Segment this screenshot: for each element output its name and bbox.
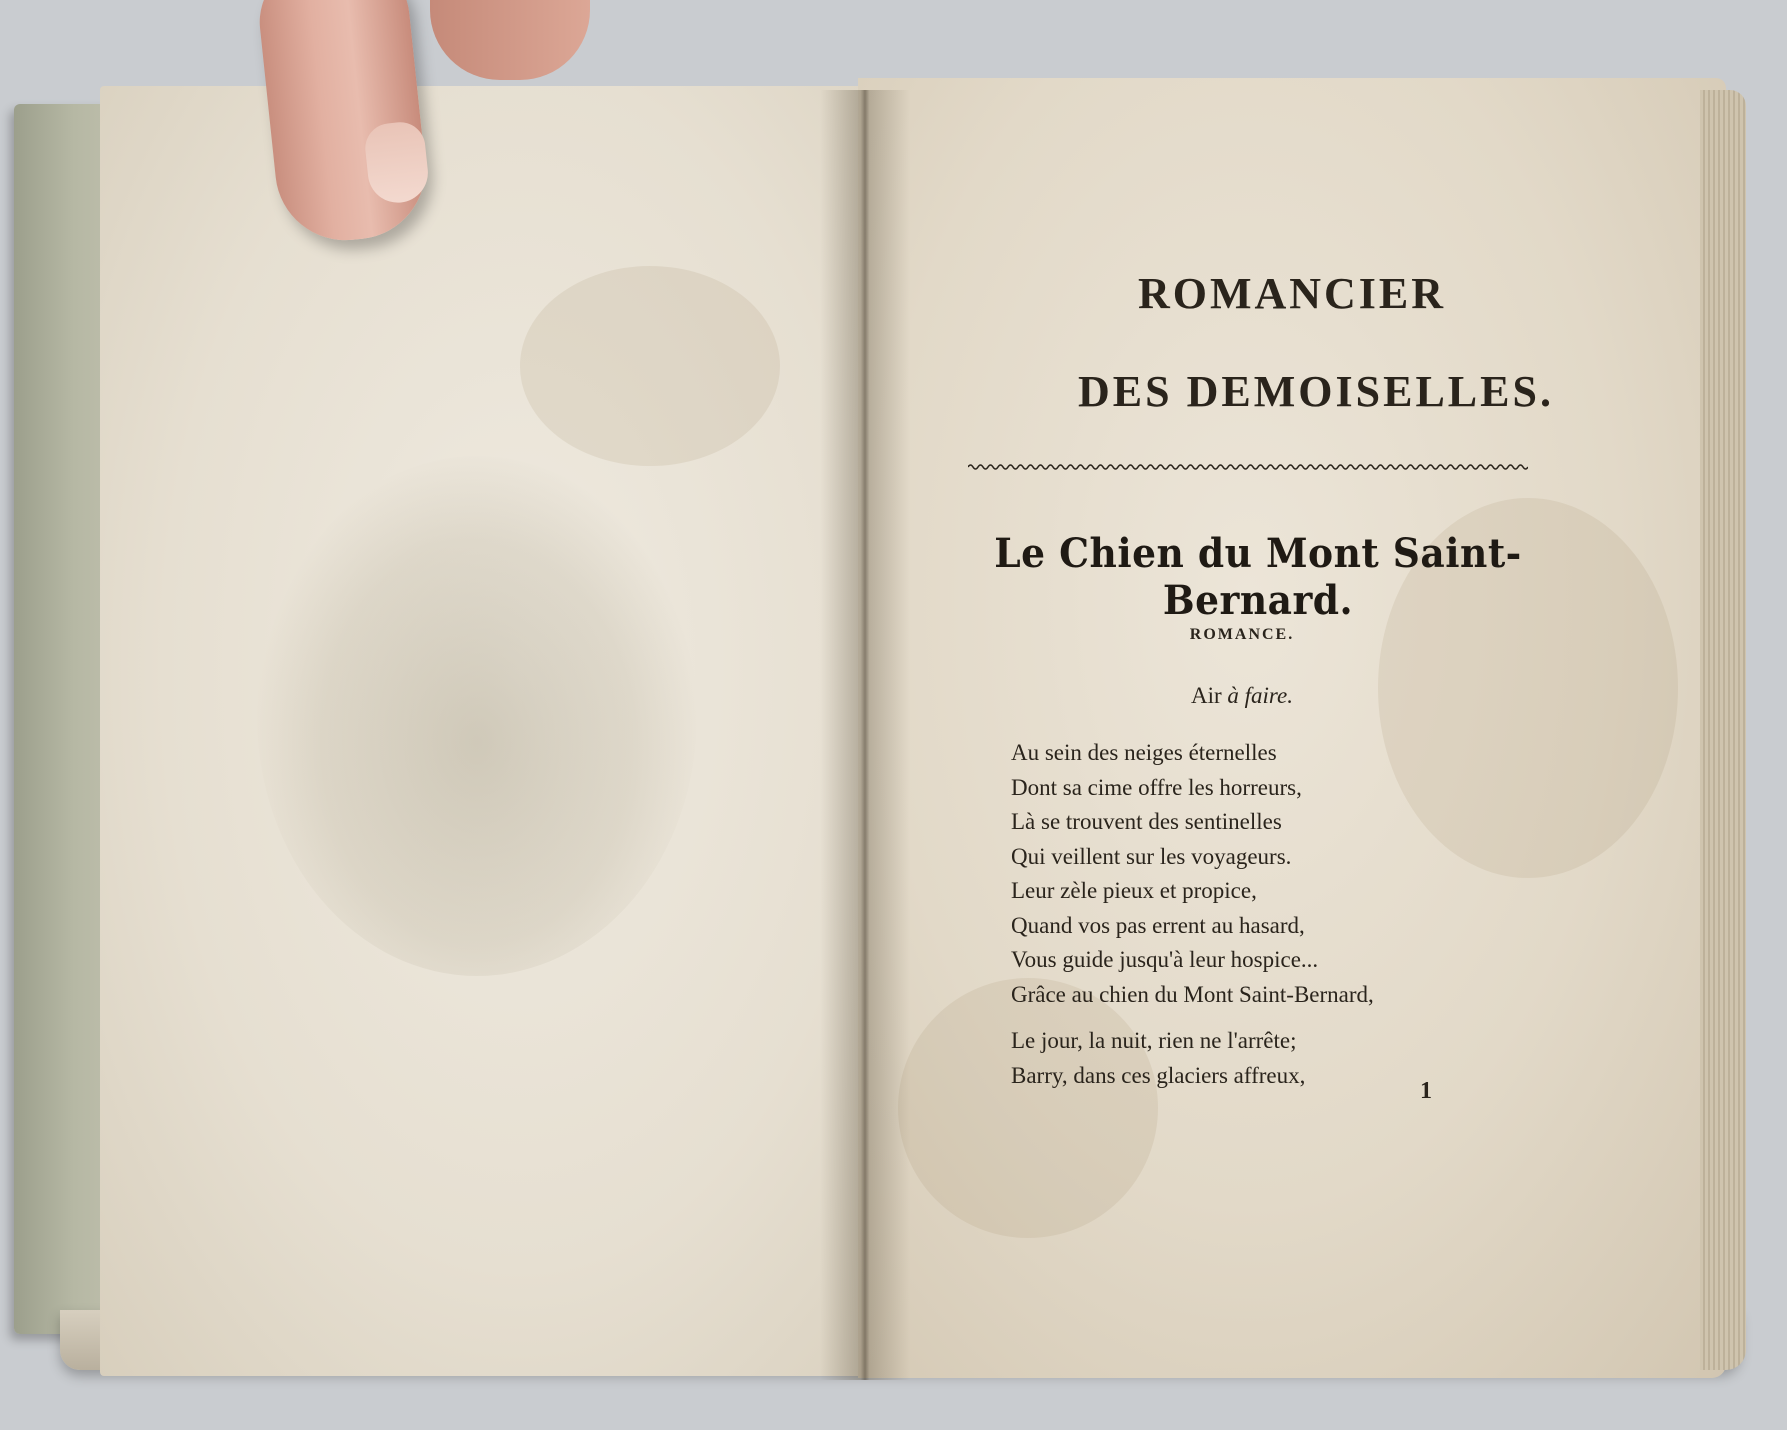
- verse-line: Qui veillent sur les voyageurs.: [1011, 843, 1292, 869]
- verse-line: Dont sa cime offre les horreurs,: [1011, 774, 1302, 800]
- stanza-1: [1011, 736, 1374, 1012]
- stanza-2: [1011, 1024, 1305, 1093]
- right-page: [858, 78, 1726, 1378]
- book-gutter: [820, 90, 910, 1380]
- verse-line: Leur zèle pieux et propice,: [1011, 878, 1257, 903]
- wavy-rule-divider: [968, 462, 1528, 472]
- song-title: Le Chien du Mont Saint-Bernard.: [994, 530, 1522, 624]
- verse-line: Quand vos pas errent au hasard,: [1011, 912, 1305, 938]
- engraving-vignette: [257, 456, 697, 976]
- verse-line: Vous guide jusqu'à leur hospice...: [1011, 947, 1319, 972]
- second-finger: [430, 0, 590, 80]
- air-line: [962, 683, 1522, 709]
- verse-line: Le jour, la nuit, rien ne l'arrête;: [1011, 1028, 1297, 1053]
- book-title-line-2: DES DEMOISELLES.: [1078, 367, 1554, 416]
- paper-stain: [520, 266, 780, 466]
- paper-stain: [898, 978, 1158, 1238]
- air-text: à faire.: [1227, 683, 1293, 708]
- verse-line: Au sein des neiges éternelles: [1011, 740, 1277, 765]
- fingernail: [363, 120, 431, 206]
- page-number: 1: [1420, 1078, 1432, 1104]
- fore-edge: [1700, 90, 1746, 1370]
- frontispiece-show-through: [100, 86, 862, 1376]
- verse-line: Barry, dans ces glaciers affreux,: [1011, 1062, 1306, 1088]
- book-title-line-1: ROMANCIER: [1137, 269, 1447, 318]
- verse-line: Grâce au chien du Mont Saint-Bernard,: [1011, 981, 1374, 1007]
- left-page: [100, 86, 862, 1376]
- verse-line: Là se trouvent des sentinelles: [1011, 809, 1282, 834]
- air-prefix: Air: [1190, 683, 1222, 708]
- song-genre: ROMANCE.: [1189, 626, 1295, 643]
